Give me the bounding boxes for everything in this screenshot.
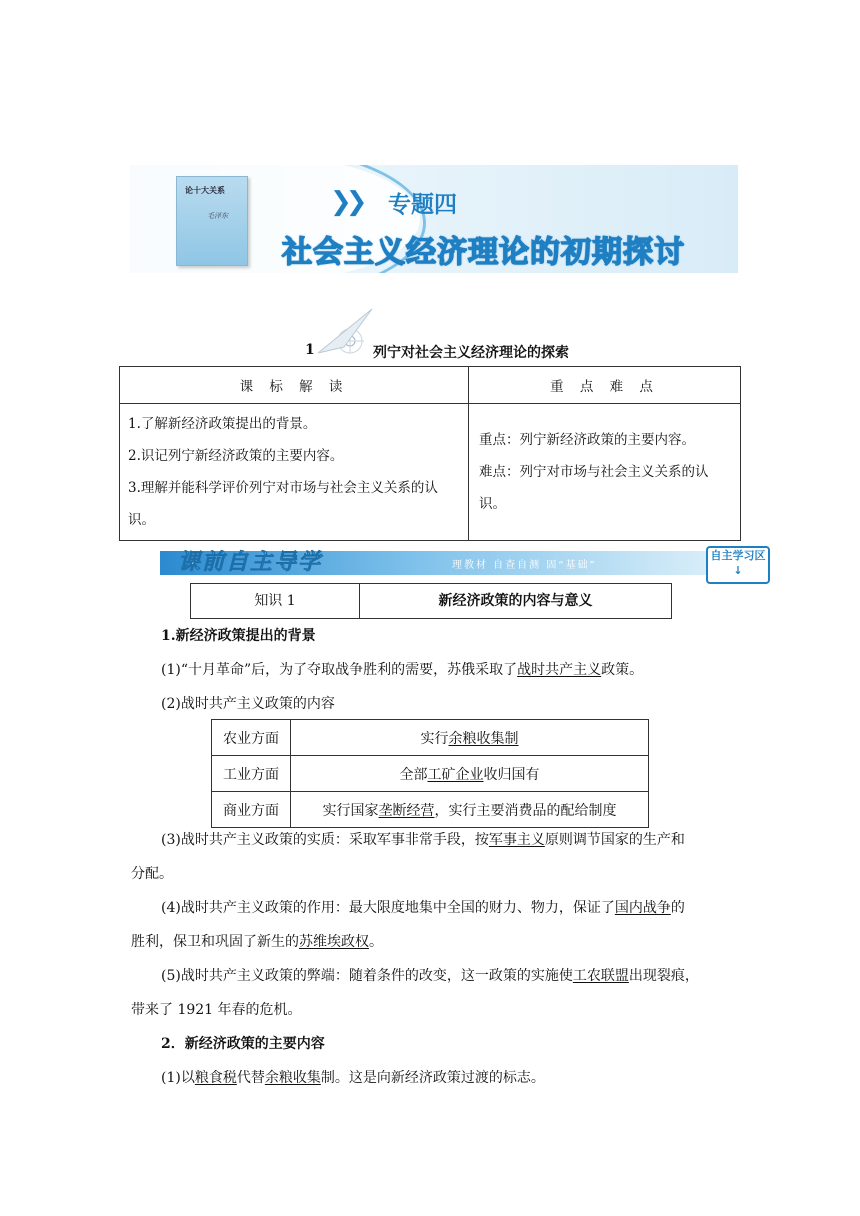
table-cell-content [291,756,649,792]
text: (1)“十月革命”后，为了夺取战争胜利的需要，苏俄采取了 [161,662,518,678]
self-study-badge-label: 自主学习区 [710,549,766,562]
key-point: 重点：列宁新经济政策的主要内容。 [479,432,695,448]
book-cover-image [176,176,248,266]
knowledge-label: 知识 1 [191,584,360,618]
curriculum-interpretation [120,404,469,541]
knowledge-box [190,583,672,619]
table-cell-area: 农业方面 [212,720,291,756]
text: 收归国有 [483,766,540,783]
table-row [212,756,649,792]
heading-main-content: 2．新经济政策的主要内容 [161,1036,325,1052]
goal-item: 1.了解新经济政策提出的背景。 [128,416,317,432]
underlined-answer: 余粮收集 [264,1070,321,1086]
paragraph-2: (2)战时共产主义政策的内容 [161,696,335,712]
lesson-title: 列宁对社会主义经济理论的探索 [373,345,569,361]
goals-table [119,366,741,541]
text: 代替 [236,1070,265,1086]
paragraph-3 [161,829,685,851]
paragraph-3-cont: 分配。 [131,866,173,882]
text: 原则调节国家的生产和 [544,832,685,848]
paragraph-5 [161,965,699,987]
goals-header-right: 重 点 难 点 [469,367,741,404]
goal-item: 3.理解并能科学评价列宁对市场与社会主义关系的认识。 [128,480,438,528]
lesson-number: 1 [305,342,315,358]
text: (1)以 [161,1070,195,1086]
paragraph-5-cont: 带来了 1921 年春的危机。 [131,1002,302,1018]
underlined-answer: 苏维埃政权 [299,934,369,950]
difficult-point: 难点：列宁对市场与社会主义关系的认识。 [479,464,709,512]
text: (4)战时共产主义政策的作用：最大限度地集中全国的财力、物力，保证了 [161,900,615,916]
underlined-answer: 战时共产主义 [517,662,602,678]
paragraph-4 [161,897,685,919]
knowledge-title: 新经济政策的内容与意义 [438,593,593,609]
text: 实行 [420,730,449,747]
table-row [212,720,649,756]
paragraph-6 [161,1067,545,1089]
underlined-answer: 国内战争 [614,900,671,916]
paragraph-4-cont [131,931,383,953]
text: 实行国家 [322,802,379,819]
text: (5)战时共产主义政策的弊端：随着条件的改变，这一政策的实施使 [161,968,573,984]
goal-item: 2.识记列宁新经济政策的主要内容。 [128,448,344,464]
underlined-answer: 余粮收集制 [448,730,519,747]
book-author: 毛泽东 [207,212,228,220]
text: 政策。 [601,662,644,678]
arrow-down-icon: ↓ [733,564,743,577]
text: 胜利，保卫和巩固了新生的 [131,934,299,950]
topic-label: 专题四 [388,192,457,218]
text: 的 [670,900,685,916]
text: 。 [369,934,383,950]
text: 出现裂痕， [628,968,699,984]
topic-title: 社会主义经济理论的初期探讨 [282,235,685,270]
double-chevron-icon: ❯❯ [330,187,362,217]
underlined-answer: 军事主义 [488,832,545,848]
goals-header-left: 课 标 解 读 [120,367,469,404]
key-difficult-points [469,404,741,541]
section-title: 课前自主导学 [178,549,323,575]
underlined-answer: 工矿企业 [427,766,484,783]
heading-background: 1.新经济政策提出的背景 [161,628,316,644]
book-title: 论十大关系 [185,185,225,195]
text: 全部 [399,766,428,783]
compass-icon [314,307,374,355]
table-row [212,792,649,828]
underlined-answer: 工农联盟 [572,968,629,984]
paragraph-1 [161,659,643,681]
underlined-answer: 粮食税 [194,1070,237,1086]
section-subtitle: 理教材 自查自测 固“基础” [452,560,597,571]
text: (3)战时共产主义政策的实质：采取军事非常手段，按 [161,832,489,848]
table-cell-content [291,720,649,756]
table-cell-area: 工业方面 [212,756,291,792]
text: ，实行主要消费品的配给制度 [434,802,617,819]
war-communism-table [211,719,649,828]
table-cell-area: 商业方面 [212,792,291,828]
underlined-answer: 垄断经营 [378,802,435,819]
table-cell-content [291,792,649,828]
self-study-badge [706,546,770,584]
text: 制。这是向新经济政策过渡的标志。 [320,1070,545,1086]
